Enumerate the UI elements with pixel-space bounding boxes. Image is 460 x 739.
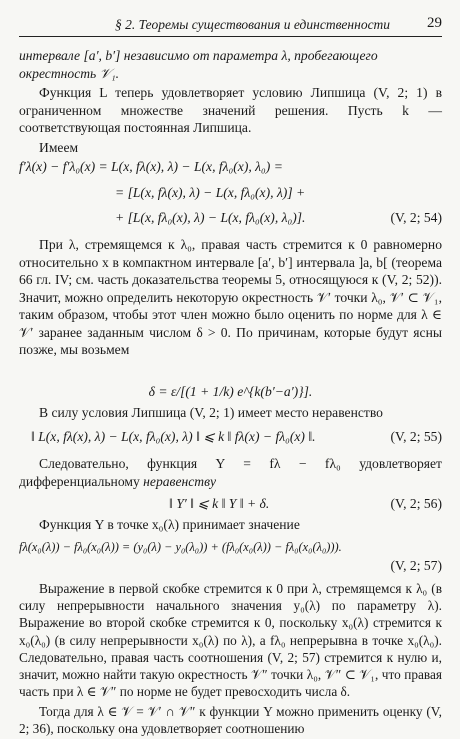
- equation-57-number: (V, 2; 57): [390, 558, 442, 573]
- p1-line-1: интервале [a′, b′] независимо от параметра λ, пробегающего: [19, 48, 378, 63]
- running-header: [19, 14, 442, 37]
- equation-55-text: ‖ L(x, fλ(x), λ) − L(x, fλ₀(x), λ) ‖ ⩽ k ‖ fλ(x) − fλ₀(x) ‖.: [31, 429, 316, 444]
- page-number: 29: [427, 15, 442, 31]
- paragraph-8: Выражение в первой скобке стремится к 0 при λ, стремящемся к λ₀ (в силу непрерывности начального значения y₀(λ) по параметру λ). Выражение во второй скобке стремится к 0, поскольку x₀(λ) стремится к x₀(λ₀) (в силу непрерывности x₀(λ) по λ), а fλ₀ непрерывна в точке x₀(λ₀). Следовательно, правая часть соотношения (V, 2; 57) стремится к нулю и, значит, можно найти такую окрестность 𝒱″ точки λ₀, 𝒱″ ⊂ 𝒱₁, что правая часть при λ ∈ 𝒱″ по норме не будет превосходить числа δ.: [19, 581, 442, 700]
- equation-54-line-3: [19, 209, 442, 227]
- p6-text: Следовательно, функция Y = fλ − fλ₀ удовлетворяет дифференциальному: [19, 456, 442, 489]
- equation-56-number: (V, 2; 56): [390, 496, 442, 511]
- paragraph-3: Имеем: [39, 140, 79, 155]
- equation-54-line-1: f′λ(x) − f′λ₀(x) = L(x, fλ(x), λ) − L(x, fλ₀(x), λ₀) =: [19, 159, 283, 174]
- equation-54-line-3-text: + [L(x, fλ₀(x), λ) − L(x, fλ₀(x), λ₀)].: [115, 210, 306, 225]
- paragraph-1: [19, 47, 442, 82]
- p6-italic-term: неравенству: [143, 473, 217, 489]
- equation-55: [19, 428, 442, 446]
- paragraph-7: Функция Y в точке x₀(λ) принимает значение: [39, 517, 300, 532]
- paragraph-6: [19, 455, 442, 490]
- equation-56-text: ‖ Y′ ‖ ⩽ k ‖ Y ‖ + δ.: [169, 496, 270, 511]
- section-title: § 2. Теоремы существования и единственности: [115, 17, 391, 32]
- p1-line-2: окрестность 𝒱₁.: [19, 65, 120, 81]
- paragraph-5: В силу условия Липшица (V, 2; 1) имеет место неравенство: [39, 405, 383, 420]
- equation-55-number: (V, 2; 55): [390, 429, 442, 444]
- equation-delta: δ = ε/[(1 + 1/k) e^{k(b′−a′)}].: [148, 384, 313, 399]
- paragraph-9: Тогда для λ ∈ 𝒱 = 𝒱′ ∩ 𝒱″ к функции Y можно применить оценку (V, 2; 36), поскольку она удовлетворяет соотношению: [19, 704, 442, 737]
- paragraph-4: При λ, стремящемся к λ₀, правая часть стремится к 0 равномерно относительно x в компактном интервале [a′, b′] интервала ]a, b[ (теорема 66 гл. IV; см. часть доказательства теоремы 5, относящуюся к (V, 2; 52)). Значит, можно определить некоторую окрестность 𝒱′ точки λ₀, 𝒱′ ⊂ 𝒱₁, таким образом, чтобы этот член можно было оценить по норме для λ ∈ 𝒱′ заранее заданным числом δ > 0. По причинам, которые будут ясны позже, мы возьмем: [19, 237, 442, 357]
- equation-54-line-2: = [L(x, fλ(x), λ) − L(x, fλ₀(x), λ)] +: [115, 185, 306, 200]
- paragraph-2: Функция L теперь удовлетворяет условию Липшица (V, 2; 1) в ограниченном множестве значений решения. Пусть k — соответствующая постоянная Липшица.: [19, 85, 442, 135]
- equation-54-number: (V, 2; 54): [390, 210, 442, 225]
- equation-57: fλ(x₀(λ)) − fλ₀(x₀(λ)) = (y₀(λ) − y₀(λ₀)) + (fλ₀(x₀(λ)) − fλ₀(x₀(λ₀))).: [19, 540, 342, 554]
